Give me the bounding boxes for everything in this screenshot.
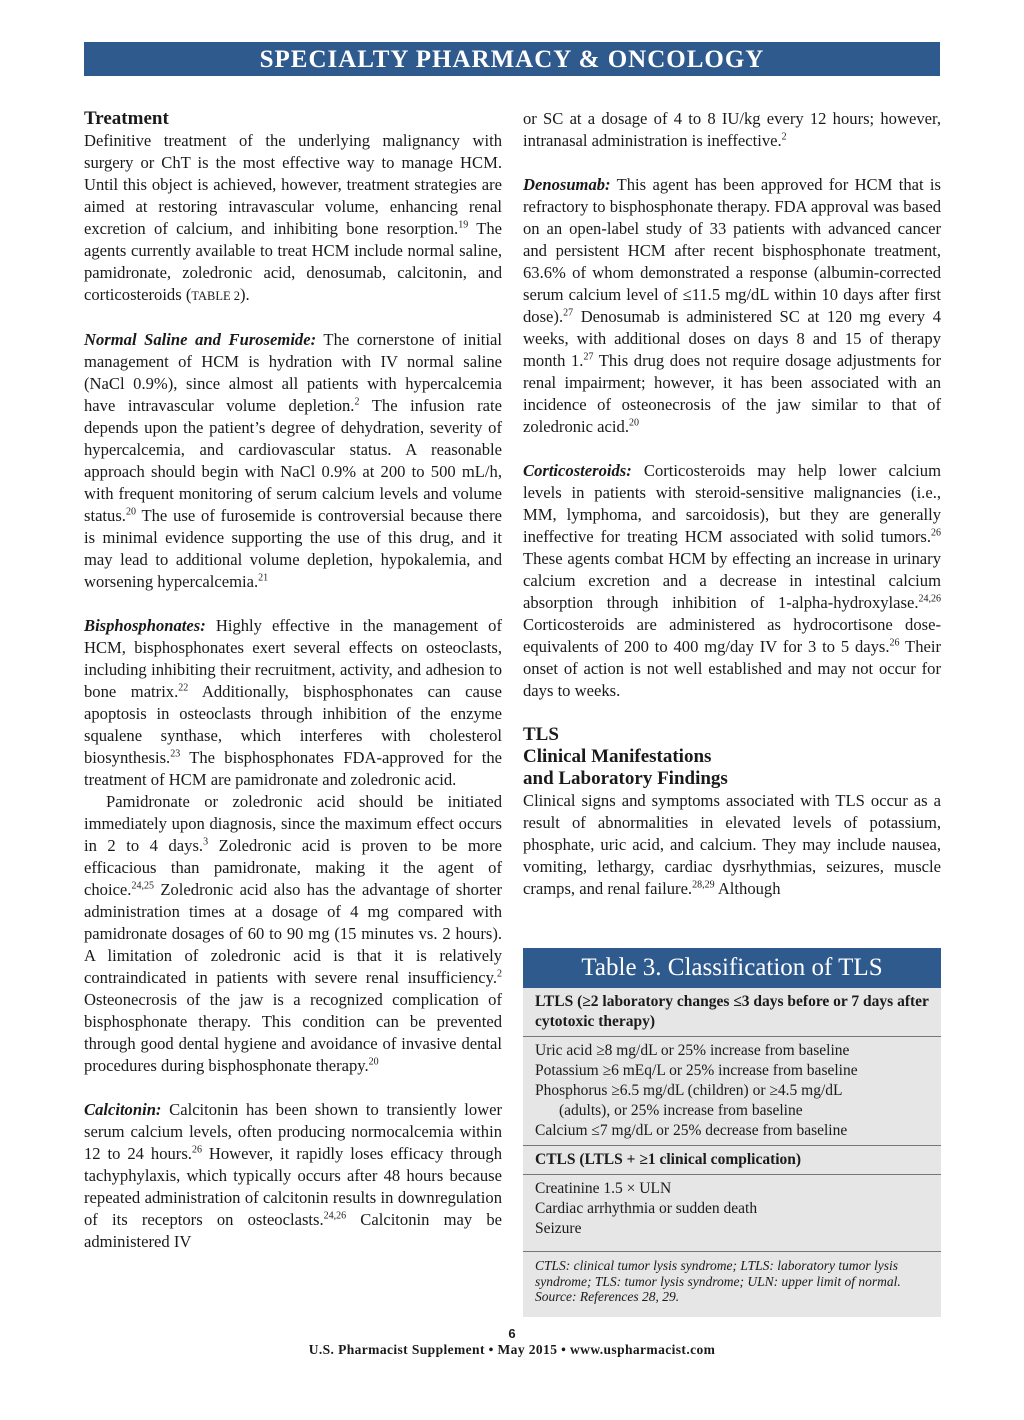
ltls-criteria bbox=[523, 1037, 941, 1145]
ctls-creatinine: Creatinine 1.5 × ULN bbox=[535, 1180, 672, 1197]
right-column bbox=[523, 108, 941, 900]
page-number: 6 bbox=[508, 1326, 516, 1341]
corticosteroids-paragraph: Corticosteroids: Corticosteroids may help lower calcium levels in patients with steroid-sensitive malignancies (i.e., MM, lymphoma, and sarcoidosis), but they are generally ineffective for treating HCM associated with solid tumors.$^{26}$ These agents combat HCM by effecting an increase in urinary calcium excretion and a decrease in intestinal calcium absorption through inhibition of 1-alpha-hydroxylase.$^{24,26}$ Corticosteroids are administered as hydrocortisone dose-equivalents of 200 to 400 mg/day IV for 3 to 5 days.$^{26}$ Their onset of action is not well established and may not occur for days to weeks. bbox=[523, 461, 941, 700]
ctls-seizure: Seizure bbox=[535, 1220, 582, 1237]
ltls-header: LTLS (≥2 laboratory changes ≤3 days before or 7 days after cytotoxic therapy) bbox=[523, 988, 941, 1037]
table-3-box bbox=[523, 948, 941, 1317]
calcitonin-continued-paragraph: or SC at a dosage of 4 to 8 IU/kg every 12 hours; however, intranasal administration is ineffective.$^2$ bbox=[523, 109, 941, 150]
clinical-manifestations-heading: Clinical Manifestations bbox=[523, 746, 712, 767]
section-banner: SPECIALTY PHARMACY & ONCOLOGY bbox=[84, 42, 940, 76]
tls-heading: TLS bbox=[523, 724, 559, 745]
ltls-uric-acid: Uric acid ≥8 mg/dL or 25% increase from baseline bbox=[535, 1042, 850, 1059]
saline-paragraph: Normal Saline and Furosemide: The cornerstone of initial management of HCM is hydration with IV normal saline (NaCl 0.9%), since almost all patients with hypercalcemia have intravascular volume depletion.$^2$ The infusion rate depends upon the patient’s degree of dehydration, severity of hypercalcemia, and cardiovascular status. A reasonable approach should begin with NaCl 0.9% at 200 to 500 mL/h, with frequent monitoring of serum calcium levels and volume status.$^{20}$ The use of furosemide is controversial because there is minimal evidence supporting the use of this drug, and it may lead to additional volume depletion, hypokalemia, and worsening hypercalcemia.$^{21}$ bbox=[84, 330, 502, 591]
clinical-paragraph: Clinical signs and symptoms associated with TLS occur as a result of abnormalities in elevated levels of potassium, phosphate, uric acid, and calcium. They may include nausea, vomiting, lethargy, cardiac dysrhythmias, seizures, muscle cramps, and renal failure.$^{28,29}$ Although bbox=[523, 791, 941, 898]
ltls-phosphorus: Phosphorus ≥6.5 mg/dL (children) or ≥4.5 mg/dL bbox=[535, 1082, 843, 1099]
ctls-arrhythmia: Cardiac arrhythmia or sudden death bbox=[535, 1200, 758, 1217]
ctls-header: CTLS (LTLS + ≥1 clinical complication) bbox=[523, 1145, 941, 1175]
footer-text: U.S. Pharmacist Supplement • May 2015 • www.uspharmacist.com bbox=[308, 1342, 716, 1357]
treatment-heading: Treatment bbox=[84, 108, 169, 129]
table-3-title: Table 3. Classification of TLS bbox=[523, 948, 941, 988]
ltls-calcium: Calcium ≤7 mg/dL or 25% decrease from baseline bbox=[535, 1122, 848, 1139]
bisphosphonates-paragraph: Bisphosphonates: Highly effective in the management of HCM, bisphosphonates exert several effects on osteoclasts, including inhibiting their recruitment, activity, and adhesion to bone matrix.$^{22}$ Additionally, bisphosphonates can cause apoptosis in osteoclasts through inhibition of the enzyme squalene synthase, which interferes with cholesterol biosynthesis.$^{23}$ The bisphosphonates FDA-approved for the treatment of HCM are pamidronate and zoledronic acid. bbox=[84, 616, 502, 789]
abbreviations-note: CTLS: clinical tumor lysis syndrome; LTLS: laboratory tumor lysis syndrome; TLS: tumor lysis syndrome; ULN: upper limit of normal. bbox=[535, 1258, 901, 1289]
treatment-paragraph: Definitive treatment of the underlying malignancy with surgery or ChT is the most effective way to manage HCM. Until this object is achieved, however, treatment strategies are aimed at restoring intravascular volume, enhancing renal excretion of calcium, and inhibiting bone resorption.$^{19}$ The agents currently available to treat HCM include normal saline, pamidronate, zoledronic acid, denosumab, calcitonin, and corticosteroids (TABLE 2). bbox=[84, 131, 502, 304]
pamidronate-paragraph: Pamidronate or zoledronic acid should be initiated immediately upon diagnosis, since the maximum effect occurs in 2 to 4 days.$^3$ Zoledronic acid is proven to be more efficacious than pamidronate, making it the agent of choice.$^{24,25}$ Zoledronic acid also has the advantage of shorter administration times at a dosage of 4 mg compared with pamidronate dosages of 60 to 90 mg (15 minutes vs. 2 hours). A limitation of zoledronic acid is that it is relatively contraindicated in patients with severe renal insufficiency.$^2$ Osteonecrosis of the jaw is a recognized complication of bisphosphonate therapy. This condition can be prevented through good dental hygiene and avoidance of invasive dental procedures during bisphosphonate therapy.$^{20}$ bbox=[84, 792, 502, 1075]
calcitonin-paragraph: Calcitonin: Calcitonin has been shown to transiently lower serum calcium levels, often producing normocalcemia within 12 to 24 hours.$^{26}$ However, it rapidly loses efficacy through tachyphylaxis, which typically occurs after 48 hours because repeated administration of calcitonin results in downregulation of its receptors on osteoclasts.$^{24,26}$ Calcitonin may be administered IV bbox=[84, 1100, 503, 1251]
ltls-potassium: Potassium ≥6 mEq/L or 25% increase from baseline bbox=[535, 1062, 858, 1079]
table-3-notes bbox=[523, 1251, 941, 1317]
denosumab-paragraph: Denosumab: This agent has been approved for HCM that is refractory to bisphosphonate therapy. FDA approval was based on an open-label study of 33 patients with advanced cancer and persistent HCM after recent bisphosphonate treatment, 63.6% of whom demonstrated a response (albumin-corrected serum calcium level of ≤11.5 mg/dL within 10 days after first dose).$^{27}$ Denosumab is administered SC at 120 mg every 4 weeks, with additional doses on days 8 and 15 of therapy month 1.27 This drug does not require dosage adjustments for renal impairment; however, it has been associated with an incidence of osteonecrosis of the jaw similar to that of zoledronic acid.$^{20}$ bbox=[523, 175, 941, 436]
ctls-criteria bbox=[523, 1175, 941, 1243]
ltls-phosphorus-continued: (adults), or 25% increase from baseline bbox=[559, 1102, 803, 1119]
table-2-reference: TABLE 2 bbox=[191, 289, 241, 303]
laboratory-findings-heading: and Laboratory Findings bbox=[523, 768, 728, 789]
source-note: Source: References 28, 29. bbox=[535, 1289, 680, 1304]
left-column bbox=[84, 108, 502, 1253]
